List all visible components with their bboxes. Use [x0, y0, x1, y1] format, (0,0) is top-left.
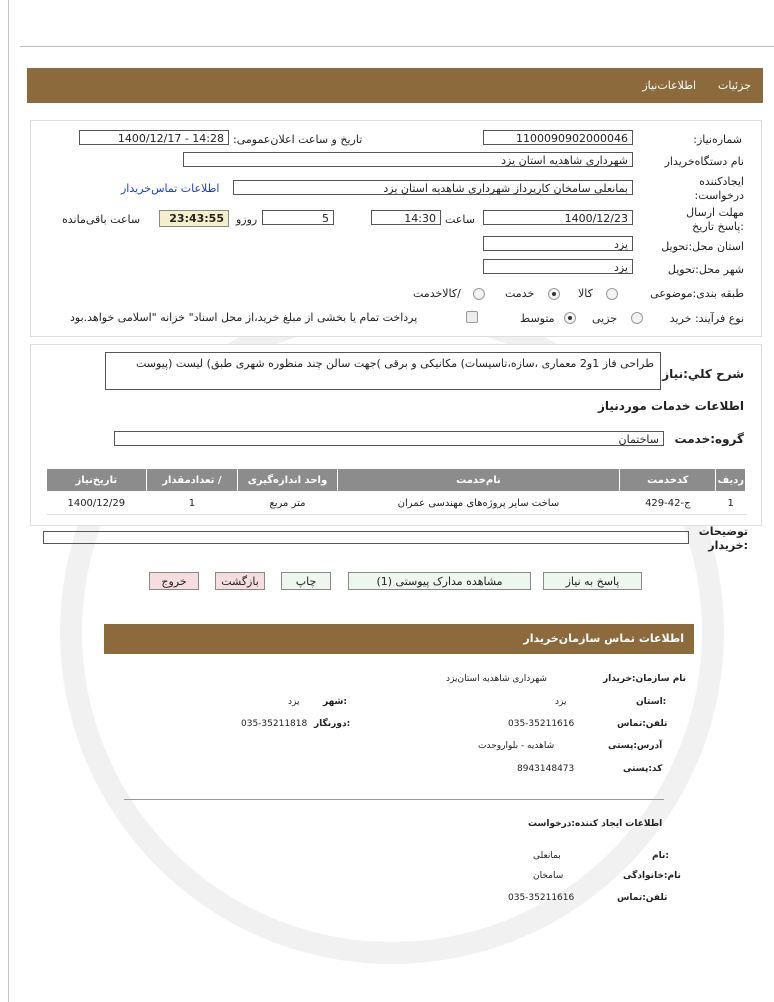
category-label: طبقه بندی:موضوعی	[650, 287, 744, 300]
cell-need-date: 1400/12/29	[47, 492, 147, 515]
col-quantity: / تعدادمقدار	[146, 469, 238, 492]
col-row: ردیف	[716, 469, 746, 492]
contact-divider	[124, 799, 664, 800]
announce-label: تاریخ و ساعت اعلان‌عمومی:	[233, 133, 363, 146]
category-both-label: /کالاخدمت	[413, 287, 461, 300]
cell-quantity: 1	[146, 492, 238, 515]
treasury-payment-checkbox[interactable]	[466, 311, 478, 323]
col-service-code: کدخدمت	[620, 469, 716, 492]
province-field[interactable]: یزد	[483, 236, 633, 251]
buyer-contact-bar	[104, 624, 694, 654]
announce-field[interactable]: 1400/12/17 - 14:28	[79, 130, 229, 145]
buyer-notes-field[interactable]	[43, 531, 689, 544]
contact-org-value: شهرداری شاهدیه استان‌یزد	[446, 674, 547, 684]
category-service-radio[interactable]	[548, 288, 560, 300]
deadline-time-field[interactable]: 14:30	[371, 210, 441, 225]
remaining-time-field: 23:43:55	[159, 210, 229, 227]
service-group-field[interactable]: ساختمان	[114, 431, 664, 446]
province-label: استان محل:تحویل	[661, 240, 744, 253]
reply-button[interactable]: پاسخ به نیاز	[543, 572, 642, 590]
need-number-field[interactable]: 1100090902000046	[483, 130, 633, 145]
table-header-row	[47, 469, 746, 492]
tab-need-info[interactable]: اطلاعات‌نیاز	[642, 79, 697, 92]
cell-unit: متر مربع	[238, 492, 337, 515]
contact-province-label: :استان	[636, 697, 667, 707]
services-info-title: اطلاعات خدمات موردنیاز	[597, 399, 744, 413]
buyer-org-field[interactable]: شهرداری شاهدیه استان یزد	[183, 152, 633, 167]
general-description-label: شرح کلي:نیاز	[662, 367, 744, 381]
contact-province-value: یزد	[555, 697, 567, 707]
service-group-label: گروه:خدمت	[674, 432, 744, 446]
buyer-notes-label: توضیحات :خریدار	[698, 525, 748, 552]
buyer-contact-link[interactable]: اطلاعات تماس‌خریدار	[121, 182, 220, 195]
back-button[interactable]: بازگشت	[215, 572, 265, 590]
category-both-radio[interactable]	[473, 288, 485, 300]
left-border	[8, 0, 9, 1002]
category-goods-label: کالا	[578, 287, 593, 300]
process-medium-radio[interactable]	[564, 312, 576, 324]
col-need-date: تاریخ‌نیاز	[47, 469, 147, 492]
cell-service-code: ج-42-429	[620, 492, 716, 515]
contact-fax-label: :دورنگار	[314, 719, 351, 729]
deadline-time-label: ساعت	[445, 213, 475, 226]
buyer-contact-title: اطلاعات تماس سازمان‌خریدار	[523, 632, 684, 645]
treasury-payment-note: پرداخت تمام یا بخشی از مبلغ خرید،از محل اسناد" خزانه "اسلامی خواهد.بود	[70, 311, 418, 324]
creator-field[interactable]: بمانعلی سامخان کارپرداز شهرداری شاهدیه استان یزد	[233, 180, 633, 195]
requester-family-label: نام:خانوادگی	[623, 871, 681, 881]
category-goods-radio[interactable]	[606, 288, 618, 300]
general-description-field[interactable]: طراحی فاز 1و2 معماری ،سازه،تاسیسات) مکانیکی و برقی )جهت سالن چند منظوره شهری طبق) لیست (پیوست	[105, 352, 661, 390]
col-service-name: نام‌خدمت	[337, 469, 620, 492]
print-button[interactable]: چاپ	[281, 572, 331, 590]
contact-fax-value: 035-35211818	[241, 719, 308, 729]
cell-row: 1	[716, 492, 746, 515]
need-number-label: شماره‌نیاز:	[693, 133, 742, 146]
deadline-date-field[interactable]: 1400/12/23	[483, 210, 633, 225]
exit-button[interactable]: خروج	[149, 572, 199, 590]
process-minor-label: جزیی	[592, 312, 618, 325]
cell-service-name: ساخت سایر پروژه‌های مهندسی عمران	[337, 492, 620, 515]
requester-family-value: سامخان	[533, 871, 564, 881]
contact-postal-label: کد:پستی	[623, 764, 663, 774]
buyer-org-label: نام دستگاه‌خریدار	[664, 155, 744, 168]
requester-phone-value: 035-35211616	[508, 893, 575, 903]
requester-name-label: :نام	[652, 851, 669, 861]
city-field[interactable]: یزد	[483, 259, 633, 274]
creator-label: ایجادکننده درخواست:	[694, 175, 744, 202]
contact-org-label: نام سازمان:خریدار	[603, 674, 687, 684]
requester-phone-label: تلفن:تماس	[617, 893, 668, 903]
table-row	[47, 492, 746, 515]
city-label: شهر محل:تحویل	[667, 263, 744, 276]
contact-city-value: یزد	[288, 697, 300, 707]
contact-phone-label: تلفن:تماس	[617, 719, 668, 729]
top-tab-bar	[27, 68, 763, 103]
process-minor-radio[interactable]	[631, 312, 643, 324]
tab-details[interactable]: جزئیات	[718, 79, 751, 92]
process-label: نوع فرآیند: خرید	[669, 312, 744, 325]
days-field[interactable]: 5	[262, 210, 334, 225]
requester-title: اطلاعات ایجاد کننده:درخواست	[528, 819, 663, 829]
services-table	[46, 468, 746, 515]
view-attachments-button[interactable]: مشاهده مدارک پیوستی (1)	[348, 572, 531, 590]
remaining-label: ساعت باقی‌مانده	[62, 213, 141, 226]
category-service-label: خدمت	[505, 287, 535, 300]
requester-name-value: بمانعلی	[533, 851, 561, 861]
col-unit: واحد اندازه‌گیری	[238, 469, 337, 492]
contact-phone-value: 035-35211616	[508, 719, 575, 729]
contact-postal-value: 8943148473	[517, 764, 575, 774]
contact-city-label: :شهر	[323, 697, 347, 707]
contact-address-value: شاهدیه - بلوار‌وحدت	[478, 741, 555, 751]
days-label: روزو	[236, 213, 258, 226]
deadline-label: مهلت ارسال :پاسخ تاریخ	[686, 206, 744, 233]
contact-address-label: آدرس:پستی	[608, 741, 663, 751]
process-medium-label: متوسط	[520, 312, 555, 325]
top-divider	[20, 46, 774, 47]
